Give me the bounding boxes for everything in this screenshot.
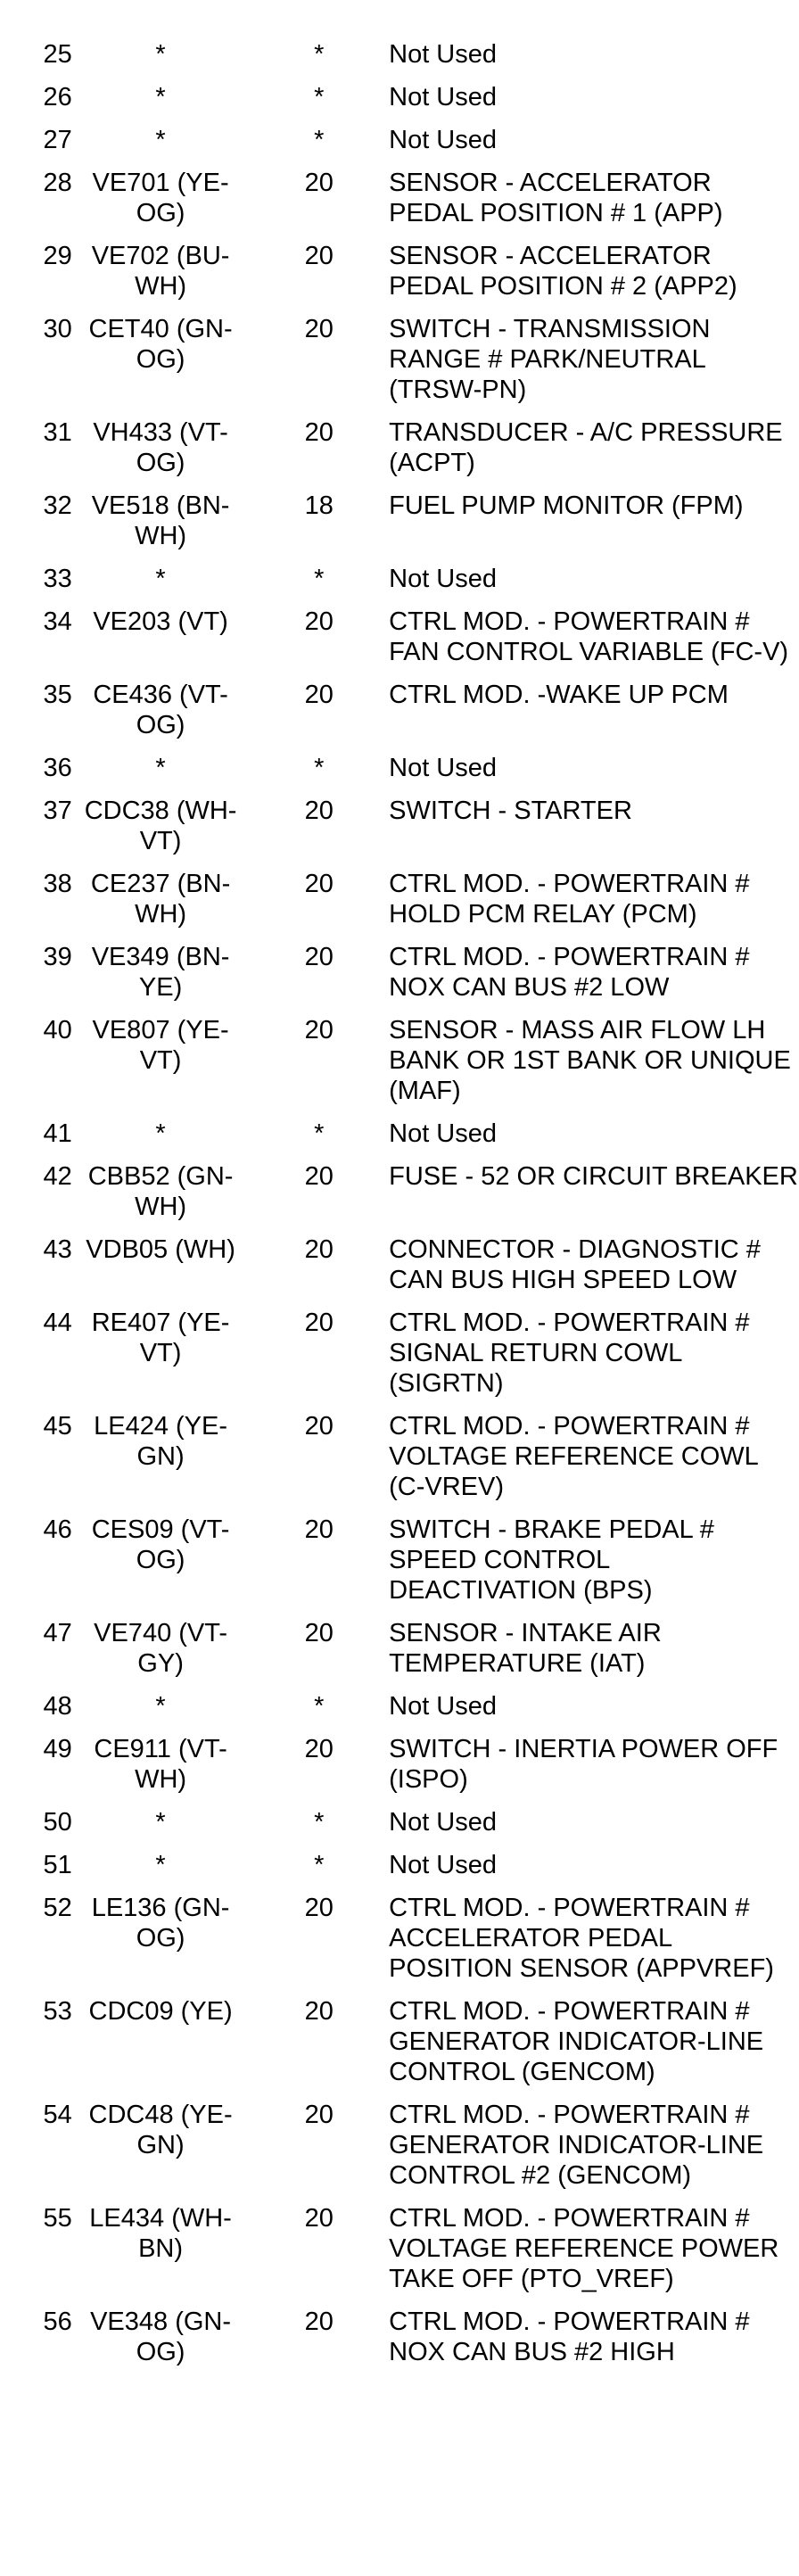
wire-gauge-cell: 20 bbox=[304, 943, 334, 971]
wire-gauge-cell: 20 bbox=[304, 2204, 334, 2233]
wire-gauge-cell: 20 bbox=[304, 870, 334, 898]
circuit-cell: * bbox=[155, 754, 166, 782]
description-cell: SENSOR - MASS AIR FLOW LH BANK OR 1ST BANK OR UNIQUE (MAF) bbox=[389, 1016, 791, 1105]
table-row bbox=[14, 2203, 799, 2307]
circuit-cell: RE407 (YE-VT) bbox=[91, 1309, 230, 1367]
description-cell: CTRL MOD. - POWERTRAIN # HOLD PCM RELAY (PCM) bbox=[389, 870, 750, 929]
description-cell: SWITCH - INERTIA POWER OFF (ISPO) bbox=[389, 1735, 778, 1794]
table-row bbox=[14, 241, 799, 314]
description-cell: SENSOR - INTAKE AIR TEMPERATURE (IAT) bbox=[389, 1619, 662, 1678]
table-row bbox=[14, 607, 799, 680]
table-row bbox=[14, 1015, 799, 1119]
circuit-cell: LE424 (YE-GN) bbox=[94, 1412, 228, 1471]
circuit-cell: CE436 (VT-OG) bbox=[93, 681, 228, 739]
table-row bbox=[14, 942, 799, 1015]
table-row bbox=[14, 1850, 799, 1893]
wire-gauge-cell: 20 bbox=[304, 1309, 334, 1337]
table-row bbox=[14, 1691, 799, 1734]
circuit-cell: * bbox=[155, 40, 166, 69]
table-row bbox=[14, 417, 799, 491]
table-row bbox=[14, 1618, 799, 1691]
table-row bbox=[14, 1734, 799, 1807]
circuit-cell: VE518 (BN-WH) bbox=[91, 491, 230, 550]
pin-number-cell: 35 bbox=[43, 681, 72, 709]
description-cell: SENSOR - ACCELERATOR PEDAL POSITION # 1 (APP) bbox=[389, 169, 723, 227]
table-row bbox=[14, 2100, 799, 2203]
description-cell: Not Used bbox=[389, 1808, 498, 1837]
wire-gauge-cell: 20 bbox=[304, 1894, 334, 1922]
wire-gauge-cell: 20 bbox=[304, 169, 334, 197]
description-cell: Not Used bbox=[389, 1851, 498, 1879]
circuit-cell: VH433 (VT-OG) bbox=[93, 418, 228, 477]
pin-number-cell: 55 bbox=[43, 2204, 72, 2233]
description-cell: Not Used bbox=[389, 1692, 498, 1721]
pin-number-cell: 29 bbox=[43, 242, 72, 270]
pin-number-cell: 43 bbox=[43, 1235, 72, 1264]
pin-number-cell: 36 bbox=[43, 754, 72, 782]
wire-gauge-cell: 20 bbox=[304, 418, 334, 447]
circuit-cell: CES09 (VT-OG) bbox=[91, 1515, 230, 1574]
circuit-cell: CET40 (GN-OG) bbox=[88, 315, 233, 374]
description-cell: CTRL MOD. - POWERTRAIN # FAN CONTROL VARIABLE (FC-V) bbox=[389, 607, 789, 666]
wire-gauge-cell: 20 bbox=[304, 1735, 334, 1763]
circuit-cell: CE911 (VT-WH) bbox=[94, 1735, 227, 1794]
circuit-cell: VE349 (BN-YE) bbox=[91, 943, 230, 1002]
circuit-cell: LE136 (GN-OG) bbox=[91, 1894, 230, 1953]
circuit-cell: * bbox=[155, 1851, 166, 1879]
description-cell: Not Used bbox=[389, 565, 498, 593]
pin-number-cell: 37 bbox=[43, 797, 72, 825]
wire-gauge-cell: 20 bbox=[304, 1997, 334, 2026]
table-row bbox=[14, 796, 799, 869]
wire-gauge-cell: * bbox=[314, 83, 325, 111]
pin-number-cell: 25 bbox=[43, 40, 72, 69]
table-row bbox=[14, 125, 799, 168]
pin-number-cell: 44 bbox=[43, 1309, 72, 1337]
pin-number-cell: 47 bbox=[43, 1619, 72, 1647]
pin-number-cell: 33 bbox=[43, 565, 72, 593]
wire-gauge-cell: 20 bbox=[304, 1235, 334, 1264]
wire-gauge-cell: 18 bbox=[304, 491, 334, 520]
table-row bbox=[14, 1893, 799, 1996]
circuit-cell: * bbox=[155, 1808, 166, 1837]
description-cell: FUEL PUMP MONITOR (FPM) bbox=[389, 491, 744, 520]
wire-gauge-cell: * bbox=[314, 754, 325, 782]
wire-gauge-cell: * bbox=[314, 1808, 325, 1837]
table-row bbox=[14, 491, 799, 564]
wire-gauge-cell: 20 bbox=[304, 2101, 334, 2129]
circuit-cell: CDC38 (WH-VT) bbox=[84, 797, 237, 855]
pin-number-cell: 32 bbox=[43, 491, 72, 520]
circuit-cell: * bbox=[155, 1692, 166, 1721]
table-row bbox=[14, 2307, 799, 2380]
circuit-cell: * bbox=[155, 83, 166, 111]
description-cell: SWITCH - TRANSMISSION RANGE # PARK/NEUTRAL (TRSW-PN) bbox=[389, 315, 711, 404]
table-row bbox=[14, 753, 799, 796]
pin-number-cell: 39 bbox=[43, 943, 72, 971]
circuit-cell: CDC09 (YE) bbox=[88, 1997, 233, 2026]
wire-gauge-cell: * bbox=[314, 126, 325, 154]
pin-number-cell: 54 bbox=[43, 2101, 72, 2129]
wire-gauge-cell: 20 bbox=[304, 1619, 334, 1647]
description-cell: Not Used bbox=[389, 126, 498, 154]
pin-number-cell: 56 bbox=[43, 2308, 72, 2336]
pin-number-cell: 46 bbox=[43, 1515, 72, 1544]
wire-gauge-cell: 20 bbox=[304, 315, 334, 343]
description-cell: CTRL MOD. - POWERTRAIN # NOX CAN BUS #2 HIGH bbox=[389, 2308, 750, 2366]
description-cell: Not Used bbox=[389, 754, 498, 782]
circuit-cell: VE807 (YE-VT) bbox=[92, 1016, 229, 1075]
wire-gauge-cell: 20 bbox=[304, 242, 334, 270]
circuit-cell: CE237 (BN-WH) bbox=[90, 870, 231, 929]
circuit-cell: CDC48 (YE-GN) bbox=[88, 2101, 233, 2159]
description-cell: CTRL MOD. - POWERTRAIN # GENERATOR INDICATOR-LINE CONTROL #2 (GENCOM) bbox=[389, 2101, 764, 2190]
wire-gauge-cell: * bbox=[314, 565, 325, 593]
circuit-cell: VDB05 (WH) bbox=[86, 1235, 235, 1264]
wire-gauge-cell: 20 bbox=[304, 797, 334, 825]
table-row bbox=[14, 1411, 799, 1515]
description-cell: CTRL MOD. -WAKE UP PCM bbox=[389, 681, 729, 709]
description-cell: Not Used bbox=[389, 83, 498, 111]
wire-gauge-cell: * bbox=[314, 40, 325, 69]
table-row bbox=[14, 1807, 799, 1850]
circuit-cell: VE740 (VT-GY) bbox=[94, 1619, 228, 1678]
description-cell: CTRL MOD. - POWERTRAIN # VOLTAGE REFERENCE COWL (C-VREV) bbox=[389, 1412, 758, 1501]
pin-number-cell: 52 bbox=[43, 1894, 72, 1922]
circuit-cell: VE348 (GN-OG) bbox=[90, 2308, 232, 2366]
pin-number-cell: 42 bbox=[43, 1162, 72, 1191]
description-cell: CTRL MOD. - POWERTRAIN # GENERATOR INDICATOR-LINE CONTROL (GENCOM) bbox=[389, 1997, 764, 2086]
pin-number-cell: 30 bbox=[43, 315, 72, 343]
table-row bbox=[14, 314, 799, 417]
circuit-cell: CBB52 (GN-WH) bbox=[87, 1162, 234, 1221]
wire-gauge-cell: * bbox=[314, 1119, 325, 1148]
pin-number-cell: 31 bbox=[43, 418, 72, 447]
pin-number-cell: 40 bbox=[43, 1016, 72, 1044]
description-cell: CTRL MOD. - POWERTRAIN # SIGNAL RETURN COWL (SIGRTN) bbox=[389, 1309, 750, 1398]
wire-gauge-cell: 20 bbox=[304, 1515, 334, 1544]
table-row bbox=[14, 1161, 799, 1234]
circuit-cell: * bbox=[155, 126, 166, 154]
table-row bbox=[14, 680, 799, 753]
wire-gauge-cell: 20 bbox=[304, 681, 334, 709]
description-cell: CTRL MOD. - POWERTRAIN # VOLTAGE REFERENCE POWER TAKE OFF (PTO_VREF) bbox=[389, 2204, 779, 2293]
table-row bbox=[14, 1515, 799, 1618]
table-row bbox=[14, 1119, 799, 1161]
description-cell: Not Used bbox=[389, 40, 498, 69]
pin-number-cell: 49 bbox=[43, 1735, 72, 1763]
pinout-table-body bbox=[14, 39, 799, 2380]
pin-number-cell: 34 bbox=[43, 607, 72, 636]
description-cell: CONNECTOR - DIAGNOSTIC # CAN BUS HIGH SPEED LOW bbox=[389, 1235, 761, 1294]
pin-number-cell: 53 bbox=[43, 1997, 72, 2026]
table-row bbox=[14, 1996, 799, 2100]
wire-gauge-cell: 20 bbox=[304, 1162, 334, 1191]
pin-number-cell: 38 bbox=[43, 870, 72, 898]
circuit-cell: VE203 (VT) bbox=[93, 607, 228, 636]
description-cell: TRANSDUCER - A/C PRESSURE (ACPT) bbox=[389, 418, 783, 477]
description-cell: SWITCH - BRAKE PEDAL # SPEED CONTROL DEACTIVATION (BPS) bbox=[389, 1515, 714, 1605]
pinout-table bbox=[14, 39, 799, 2380]
circuit-cell: VE701 (YE-OG) bbox=[92, 169, 229, 227]
description-cell: SWITCH - STARTER bbox=[389, 797, 632, 825]
table-row bbox=[14, 869, 799, 942]
circuit-cell: * bbox=[155, 1119, 166, 1148]
table-row bbox=[14, 82, 799, 125]
pin-number-cell: 50 bbox=[43, 1808, 72, 1837]
pin-number-cell: 41 bbox=[43, 1119, 72, 1148]
table-row bbox=[14, 1308, 799, 1411]
circuit-cell: LE434 (WH-BN) bbox=[89, 2204, 232, 2263]
circuit-cell: VE702 (BU-WH) bbox=[91, 242, 230, 301]
circuit-cell: * bbox=[155, 565, 166, 593]
wire-gauge-cell: * bbox=[314, 1692, 325, 1721]
description-cell: SENSOR - ACCELERATOR PEDAL POSITION # 2 (APP2) bbox=[389, 242, 737, 301]
wire-gauge-cell: 20 bbox=[304, 2308, 334, 2336]
table-row bbox=[14, 168, 799, 241]
table-row bbox=[14, 39, 799, 82]
description-cell: CTRL MOD. - POWERTRAIN # ACCELERATOR PEDAL POSITION SENSOR (APPVREF) bbox=[389, 1894, 774, 1983]
description-cell: FUSE - 52 OR CIRCUIT BREAKER bbox=[389, 1162, 798, 1191]
wire-gauge-cell: * bbox=[314, 1851, 325, 1879]
pin-number-cell: 28 bbox=[43, 169, 72, 197]
pin-number-cell: 26 bbox=[43, 83, 72, 111]
description-cell: CTRL MOD. - POWERTRAIN # NOX CAN BUS #2 LOW bbox=[389, 943, 750, 1002]
wire-gauge-cell: 20 bbox=[304, 1016, 334, 1044]
pin-number-cell: 51 bbox=[43, 1851, 72, 1879]
description-cell: Not Used bbox=[389, 1119, 498, 1148]
pin-number-cell: 45 bbox=[43, 1412, 72, 1441]
table-row bbox=[14, 1234, 799, 1308]
pin-number-cell: 48 bbox=[43, 1692, 72, 1721]
table-row bbox=[14, 564, 799, 607]
wire-gauge-cell: 20 bbox=[304, 1412, 334, 1441]
pin-number-cell: 27 bbox=[43, 126, 72, 154]
wire-gauge-cell: 20 bbox=[304, 607, 334, 636]
